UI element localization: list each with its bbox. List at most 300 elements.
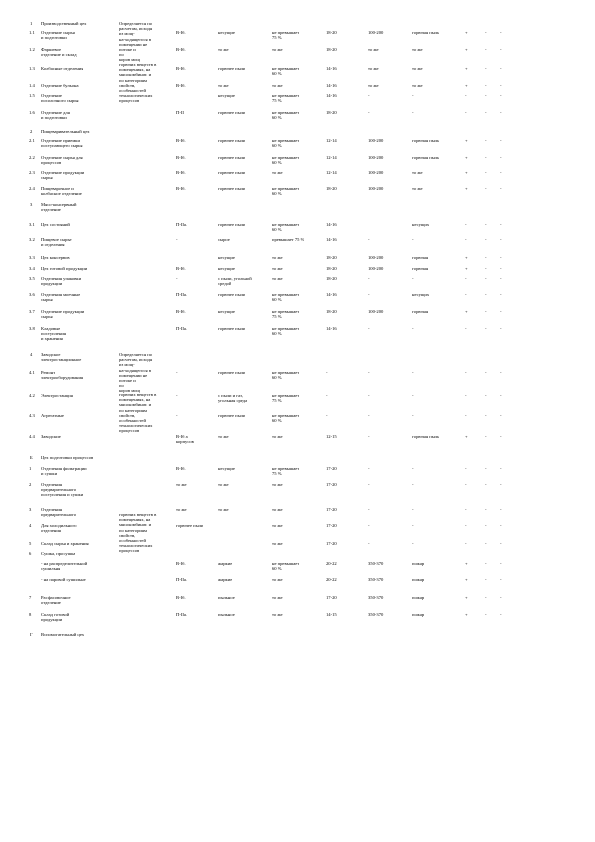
row-material: сырое <box>218 237 230 242</box>
row-illumination: - <box>368 523 370 528</box>
row-material: горючее пыли <box>218 326 246 331</box>
column-note: расчетам, исходя <box>119 357 153 363</box>
row-humidity: то же <box>272 507 283 512</box>
row-number: 2.3 <box>29 170 35 175</box>
row-material: средой <box>218 281 232 287</box>
row-mark-2: - <box>485 413 487 418</box>
row-mark-2: - <box>485 255 487 260</box>
row-humidity: не превышает <box>272 186 300 191</box>
row-number: 4.3 <box>29 413 35 418</box>
row-name: Отделение сырья для <box>41 155 83 160</box>
row-name: Цех консервов <box>41 255 70 260</box>
column-note: потоке и <box>119 47 136 52</box>
row-class: - <box>176 276 178 281</box>
row-humidity: 75 % <box>272 35 282 41</box>
row-name: отделение и склад <box>41 52 77 58</box>
row-mark-1: - <box>465 482 467 487</box>
row-number: 1.4 <box>29 83 35 88</box>
row-number: 3.2 <box>29 237 35 242</box>
row-mark-2: - <box>485 66 487 71</box>
row-equipment: - <box>412 370 414 375</box>
row-temperature: - <box>326 393 328 398</box>
row-mark-3: - <box>500 482 502 487</box>
row-humidity: 60 % <box>272 418 282 424</box>
row-temperature: 12-14 <box>326 170 337 175</box>
row-name: Отделения моечные <box>41 292 81 297</box>
row-number: 1.2 <box>29 47 35 52</box>
row-temperature: 17-20 <box>326 507 337 512</box>
row-material: горючее пыли <box>218 222 246 227</box>
column-note: процессов <box>119 98 140 104</box>
row-equipment: - <box>412 507 414 512</box>
row-humidity: 60 % <box>272 227 282 233</box>
row-illumination: - <box>368 292 370 297</box>
row-mark-2: - <box>485 466 487 471</box>
row-mark-2: - <box>485 222 487 227</box>
row-mark-1: + <box>465 47 468 52</box>
row-name: Отделение продукции <box>41 309 85 314</box>
row-mark-2: - <box>485 155 487 160</box>
row-material: несущие <box>218 93 235 98</box>
row-humidity: 75 % <box>272 98 282 104</box>
row-humidity: 60 % <box>272 191 282 197</box>
row-humidity: то же <box>272 612 283 617</box>
row-material: несущие <box>218 266 235 271</box>
row-mark-1: + <box>465 266 468 271</box>
column-note: особенностей <box>119 88 146 93</box>
row-name: Склад готовой <box>41 612 70 617</box>
row-name: поступающего сырья <box>41 143 83 149</box>
row-mark-3: - <box>500 222 502 227</box>
row-number: 1.3 <box>29 66 35 71</box>
row-number: 3.7 <box>29 309 35 314</box>
column-note: по <box>119 52 124 58</box>
row-material: то же <box>218 482 229 487</box>
row-equipment: несущих <box>412 292 430 297</box>
row-temperature: 18-20 <box>326 309 337 314</box>
row-humidity: то же <box>272 482 283 487</box>
column-note: потоке и <box>119 378 136 383</box>
row-class: то же <box>176 482 187 487</box>
row-name: - на паровой сушильне <box>41 577 86 582</box>
row-name: Отделения <box>41 507 63 512</box>
row-name: Пищеварочное и <box>41 186 74 191</box>
row-illumination: - <box>368 93 370 98</box>
row-name: продукции <box>41 281 63 287</box>
column-note: помещениях, на <box>119 67 151 73</box>
row-equipment: то же <box>412 170 423 175</box>
row-number: 2.4 <box>29 186 35 191</box>
row-name: и хранения <box>41 336 63 342</box>
row-humidity: то же <box>272 541 283 546</box>
row-temperature: 18-20 <box>326 255 337 260</box>
row-humidity: то же <box>272 595 283 600</box>
row-illumination: - <box>368 326 370 331</box>
row-number: 5 <box>29 541 32 546</box>
row-humidity: не превышает <box>272 393 300 398</box>
row-number: 3 <box>29 507 32 512</box>
row-class: П-IIа. <box>176 577 188 582</box>
column-note: из мощ- <box>119 31 135 37</box>
row-name: и подготовки <box>41 35 67 41</box>
column-note: коров мощ <box>119 57 140 63</box>
group-number: 4 <box>30 352 33 357</box>
row-mark-2: - <box>485 393 487 398</box>
row-mark-2: - <box>485 266 487 271</box>
row-humidity: то же <box>272 170 283 175</box>
row-material: жаркие <box>218 577 233 582</box>
row-mark-3: - <box>500 93 502 98</box>
row-class: - <box>176 393 178 398</box>
row-name: поступления <box>41 331 66 337</box>
column-note: на-ходящегося в <box>119 367 151 373</box>
row-mark-3: - <box>500 393 502 398</box>
group-title: Заводское <box>41 352 61 357</box>
column-note: Определяется по <box>119 21 152 26</box>
row-equipment: то же <box>412 186 423 191</box>
row-humidity: не превышает <box>272 30 300 35</box>
column-note: на-ходящегося в <box>119 36 151 42</box>
row-class: В-Iб. <box>176 83 186 88</box>
row-material: то же <box>218 507 229 512</box>
row-mark-2: - <box>485 138 487 143</box>
row-mark-1: + <box>465 186 468 191</box>
row-mark-3: - <box>500 66 502 71</box>
row-name: Электростанция <box>41 393 73 398</box>
row-mark-3: - <box>500 155 502 160</box>
row-name: отделения <box>41 528 61 534</box>
row-mark-3: - <box>500 434 502 439</box>
row-illumination: - <box>368 434 370 439</box>
row-equipment: - <box>412 326 414 331</box>
column-note: мясокомбинат. и <box>119 72 152 78</box>
row-temperature: 17-20 <box>326 523 337 528</box>
row-name: электрооборудования <box>41 375 84 381</box>
row-illumination: то же <box>368 83 379 88</box>
row-humidity: не превышает <box>272 309 300 314</box>
row-material: горючее пыли <box>218 413 246 418</box>
row-material: несущие <box>218 466 235 471</box>
row-mark-3: - <box>500 370 502 375</box>
row-humidity: 60 % <box>272 160 282 166</box>
row-mark-1: - <box>465 507 467 512</box>
row-mark-1: - <box>465 523 467 528</box>
row-humidity: 60 % <box>272 566 282 572</box>
row-name: поступления и сушки <box>41 492 84 498</box>
row-equipment: пожар <box>412 577 425 582</box>
row-mark-1: + <box>465 30 468 35</box>
row-mark-3: - <box>500 309 502 314</box>
row-temperature: 18-20 <box>326 266 337 271</box>
row-mark-3: - <box>500 110 502 115</box>
row-class: В-Iб. <box>176 155 186 160</box>
row-humidity: не превышает <box>272 222 300 227</box>
row-class: П-IIа. <box>176 326 188 331</box>
row-name: предварительного <box>41 512 77 518</box>
row-mark-1: - <box>465 541 467 546</box>
row-mark-2: - <box>485 595 487 600</box>
row-equipment: то же <box>412 47 423 52</box>
row-temperature: 12-14 <box>326 138 337 143</box>
row-class: В-Iб а <box>176 434 188 439</box>
row-name: и подготовки <box>41 115 67 121</box>
group-title: Мясо-консервный <box>41 202 77 207</box>
row-number: 1 <box>29 466 32 471</box>
row-mark-2: - <box>485 30 487 35</box>
row-temperature: 14-16 <box>326 292 337 297</box>
row-number: 3.5 <box>29 276 35 281</box>
row-class: горючее пыли <box>176 523 204 528</box>
row-mark-2: - <box>485 507 487 512</box>
row-mark-2: - <box>485 370 487 375</box>
row-name: Отделения упаковки <box>41 276 82 281</box>
row-equipment: несущих <box>412 222 430 227</box>
row-name: Отделение для <box>41 110 70 115</box>
row-class: В-Iб. <box>176 30 186 35</box>
row-number: 1.5 <box>29 93 35 98</box>
row-name: Для холодильного <box>41 523 77 528</box>
row-temperature: 17-20 <box>326 482 337 487</box>
row-illumination: 100-200 <box>368 155 384 160</box>
row-mark-2: - <box>485 83 487 88</box>
row-name: Кладовые <box>41 326 61 331</box>
row-material: несущие <box>218 309 235 314</box>
row-name: и отделения <box>41 242 65 248</box>
row-humidity: то же <box>272 266 283 271</box>
row-humidity: то же <box>272 434 283 439</box>
row-mark-1: + <box>465 138 468 143</box>
row-humidity: то же <box>272 83 283 88</box>
column-note: горючих веществ в <box>119 62 157 67</box>
row-mark-3: - <box>500 541 502 546</box>
column-note: по категориям <box>119 407 147 413</box>
row-class: П-IIа. <box>176 612 188 617</box>
row-temperature: 14-16 <box>326 93 337 98</box>
row-name: Отделение приемки <box>41 138 80 143</box>
row-class: - <box>176 413 178 418</box>
row-mark-2: - <box>485 170 487 175</box>
row-mark-3: - <box>500 595 502 600</box>
row-illumination: - <box>368 393 370 398</box>
row-mark-3: - <box>500 292 502 297</box>
row-material: горючее пыли <box>218 370 246 375</box>
row-illumination: 100-200 <box>368 138 384 143</box>
row-class: В-Iб. <box>176 186 186 191</box>
row-class: В-Iб. <box>176 561 186 566</box>
row-name: отделение <box>41 600 61 606</box>
row-name: Сушка, просушка <box>41 551 76 556</box>
row-humidity: превышает 75 % <box>272 237 305 242</box>
row-illumination: 100-200 <box>368 30 384 35</box>
row-humidity: не превышает <box>272 292 300 297</box>
column-note: технологических <box>119 543 153 549</box>
row-temperature: 14-15 <box>326 612 337 617</box>
row-humidity: то же <box>272 47 283 52</box>
group-number: 2 <box>30 129 33 134</box>
row-mark-3: - <box>500 523 502 528</box>
row-equipment: горючая пыль <box>412 434 440 439</box>
row-mark-1: + <box>465 83 468 88</box>
row-illumination: 350-370 <box>368 595 384 600</box>
row-humidity: не превышает <box>272 110 300 115</box>
row-number: 1.1 <box>29 30 35 35</box>
column-note: процессов <box>119 428 140 434</box>
group-title: Пищеваривательный цех <box>41 129 90 134</box>
row-equipment: - <box>412 393 414 398</box>
column-note: свойств, <box>119 532 136 538</box>
row-name: Расфасовочное <box>41 595 71 600</box>
row-mark-2: - <box>485 292 487 297</box>
row-mark-3: - <box>500 237 502 242</box>
column-note: мясокомбинат. и <box>119 402 152 408</box>
row-mark-3: - <box>500 561 502 566</box>
row-mark-1: - <box>465 370 467 375</box>
column-note: по категориям <box>119 527 147 533</box>
row-name: Фаршевое <box>41 47 62 52</box>
row-equipment: - <box>412 110 414 115</box>
row-mark-3: - <box>500 186 502 191</box>
column-note: особенностей <box>119 418 146 423</box>
row-mark-1: + <box>465 309 468 314</box>
row-humidity: не превышает <box>272 155 300 160</box>
row-name: Пищевое сырье <box>41 237 72 242</box>
row-humidity: не превышает <box>272 370 300 375</box>
row-name: Ремонт <box>41 370 56 375</box>
row-material: угольная среда <box>218 398 248 404</box>
row-mark-1: + <box>465 577 468 582</box>
row-mark-1: + <box>465 595 468 600</box>
row-name: сушильня <box>41 566 61 572</box>
row-illumination: 350-370 <box>368 577 384 582</box>
row-material: несущие <box>218 255 235 260</box>
row-equipment: - <box>412 523 414 528</box>
column-note: помещении не <box>119 372 148 378</box>
column-note: коров мощ <box>119 388 140 394</box>
row-humidity: то же <box>272 523 283 528</box>
row-number: 3.3 <box>29 255 35 260</box>
column-note: помещении не <box>119 41 148 47</box>
row-equipment: - <box>412 93 414 98</box>
column-note: из мощ- <box>119 362 135 368</box>
row-class: В-Iб. <box>176 309 186 314</box>
row-mark-1: + <box>465 561 468 566</box>
row-mark-1: + <box>465 612 468 617</box>
row-illumination: - <box>368 413 370 418</box>
row-temperature: 12-14 <box>326 155 337 160</box>
row-number: 3.8 <box>29 326 35 331</box>
row-temperature: 12-15 <box>326 434 337 439</box>
row-mark-1: + <box>465 170 468 175</box>
row-mark-3: - <box>500 276 502 281</box>
row-equipment: горючая пыль <box>412 138 440 143</box>
row-mark-3: - <box>500 577 502 582</box>
row-class: В-Iб. <box>176 466 186 471</box>
column-note: помещениях, на <box>119 397 151 403</box>
row-illumination: 100-200 <box>368 309 384 314</box>
group-title: Производственный цех <box>41 21 87 26</box>
row-mark-2: - <box>485 577 487 582</box>
row-mark-2: - <box>485 47 487 52</box>
column-note: помещениях, на <box>119 517 151 523</box>
row-temperature: 18-20 <box>326 47 337 52</box>
row-name: Заводские <box>41 434 61 439</box>
row-mark-3: - <box>500 170 502 175</box>
row-class: П-II <box>176 110 184 115</box>
row-temperature: 18-20 <box>326 110 337 115</box>
row-class: - <box>176 370 178 375</box>
column-note: технологических <box>119 93 153 99</box>
row-mark-2: - <box>485 541 487 546</box>
column-note: по категориям <box>119 77 147 83</box>
row-number: 7 <box>29 595 32 600</box>
row-name: Отделение бульона <box>41 83 79 88</box>
row-material: горючее пыли <box>218 170 246 175</box>
row-number: 2.2 <box>29 155 35 160</box>
column-note: свойств, <box>119 412 136 418</box>
column-note: Определяется по <box>119 352 152 357</box>
row-temperature: 18-20 <box>326 276 337 281</box>
row-name: процессов <box>41 160 62 166</box>
row-class: В-Iб. <box>176 66 186 71</box>
row-illumination: 350-370 <box>368 561 384 566</box>
row-humidity: 75 % <box>272 471 282 477</box>
row-temperature: 17-20 <box>326 541 337 546</box>
row-mark-1: - <box>465 413 467 418</box>
row-name: Отделения фильтрации <box>41 466 87 471</box>
column-note: свойств, <box>119 82 136 88</box>
row-illumination: - <box>368 237 370 242</box>
row-temperature: 14-16 <box>326 222 337 227</box>
row-name: Колбасные отделения <box>41 66 84 71</box>
row-material: горючее пыли <box>218 110 246 115</box>
row-mark-3: - <box>500 326 502 331</box>
row-material: горючее пыли <box>218 138 246 143</box>
row-name: Отделение продукции <box>41 170 85 175</box>
row-equipment: пожар <box>412 595 425 600</box>
row-equipment: горючая пыль <box>412 30 440 35</box>
row-illumination: - <box>368 541 370 546</box>
row-temperature: 17-20 <box>326 466 337 471</box>
row-number: 3.4 <box>29 266 35 271</box>
column-note: горючих веществ в <box>119 392 157 397</box>
row-illumination: 350-370 <box>368 612 384 617</box>
column-note: горючих веществ в <box>119 512 157 517</box>
row-mark-1: - <box>465 466 467 471</box>
row-illumination: - <box>368 370 370 375</box>
row-equipment: - <box>412 413 414 418</box>
row-equipment: горючая <box>412 266 429 271</box>
column-note: процессов <box>119 548 140 554</box>
row-humidity: то же <box>272 577 283 582</box>
row-class: корпусов <box>176 439 194 445</box>
row-number: 6 <box>29 551 32 556</box>
row-name: предварительного <box>41 487 77 493</box>
row-mark-3: - <box>500 507 502 512</box>
row-mark-1: - <box>465 292 467 297</box>
row-name: и сушки <box>41 471 58 477</box>
row-material: то же <box>218 47 229 52</box>
row-temperature: 17-20 <box>326 595 337 600</box>
row-class: В-Iб. <box>176 138 186 143</box>
row-material: горючее пыли <box>218 155 246 160</box>
row-mark-3: - <box>500 83 502 88</box>
row-mark-1: + <box>465 434 468 439</box>
row-mark-1: + <box>465 255 468 260</box>
row-class: П-IIа. <box>176 292 188 297</box>
row-class: В-Iб. <box>176 266 186 271</box>
row-material: горючее пыли <box>218 186 246 191</box>
row-humidity: не превышает <box>272 66 300 71</box>
